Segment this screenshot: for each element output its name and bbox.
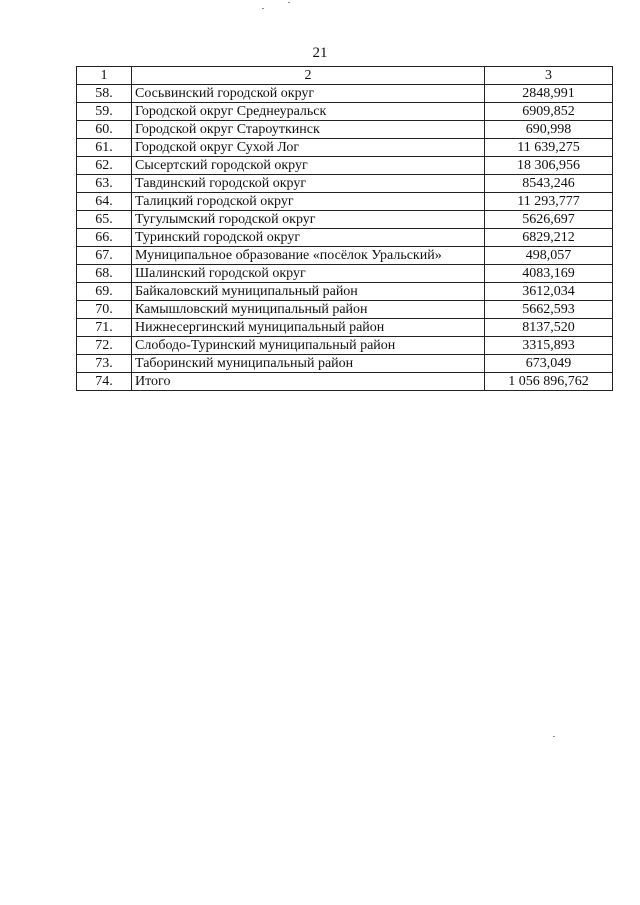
row-number: 74. [77, 373, 132, 391]
table-row [77, 283, 613, 301]
row-number: 63. [77, 175, 132, 193]
row-value: 6829,212 [485, 229, 613, 247]
row-value: 673,049 [485, 355, 613, 373]
row-number: 70. [77, 301, 132, 319]
row-name: Городской округ Среднеуральск [132, 103, 485, 121]
row-name: Камышловский муниципальный район [132, 301, 485, 319]
column-header-number: 1 [77, 67, 132, 85]
row-number: 60. [77, 121, 132, 139]
row-value: 11 293,777 [485, 193, 613, 211]
table-row [77, 319, 613, 337]
row-value: 3612,034 [485, 283, 613, 301]
column-header-name: 2 [132, 67, 485, 85]
row-number: 66. [77, 229, 132, 247]
table-header-row [77, 67, 613, 85]
row-value: 5662,593 [485, 301, 613, 319]
row-number: 73. [77, 355, 132, 373]
row-number: 69. [77, 283, 132, 301]
row-name: Тавдинский городской округ [132, 175, 485, 193]
column-header-value: 3 [485, 67, 613, 85]
table-row [77, 121, 613, 139]
row-name: Талицкий городской округ [132, 193, 485, 211]
table-row [77, 337, 613, 355]
row-value: 8137,520 [485, 319, 613, 337]
row-number: 65. [77, 211, 132, 229]
row-value: 11 639,275 [485, 139, 613, 157]
table-row [77, 355, 613, 373]
row-name: Тугулымский городской округ [132, 211, 485, 229]
table-row [77, 301, 613, 319]
table-row [77, 211, 613, 229]
row-name: Итого [132, 373, 485, 391]
row-name: Городской округ Староуткинск [132, 121, 485, 139]
row-value: 18 306,956 [485, 157, 613, 175]
row-value: 4083,169 [485, 265, 613, 283]
row-number: 72. [77, 337, 132, 355]
row-value: 5626,697 [485, 211, 613, 229]
row-number: 71. [77, 319, 132, 337]
scan-speck [553, 736, 555, 737]
table-row [77, 85, 613, 103]
row-value: 690,998 [485, 121, 613, 139]
table-row [77, 265, 613, 283]
row-name: Шалинский городской округ [132, 265, 485, 283]
row-number: 62. [77, 157, 132, 175]
row-number: 58. [77, 85, 132, 103]
table-row [77, 193, 613, 211]
row-number: 67. [77, 247, 132, 265]
row-value: 498,057 [485, 247, 613, 265]
row-name: Сосьвинский городской округ [132, 85, 485, 103]
row-number: 61. [77, 139, 132, 157]
table-row [77, 229, 613, 247]
row-name: Сысертский городской округ [132, 157, 485, 175]
row-name: Нижнесергинский муниципальный район [132, 319, 485, 337]
row-number: 59. [77, 103, 132, 121]
table-row [77, 157, 613, 175]
data-table [76, 66, 613, 391]
row-number: 64. [77, 193, 132, 211]
table-row [77, 139, 613, 157]
table-row [77, 175, 613, 193]
row-name: Байкаловский муниципальный район [132, 283, 485, 301]
row-name: Городской округ Сухой Лог [132, 139, 485, 157]
table-row [77, 103, 613, 121]
row-number: 68. [77, 265, 132, 283]
row-value: 3315,893 [485, 337, 613, 355]
row-name: Муниципальное образование «посёлок Уральский» [132, 247, 485, 265]
table-total-row [77, 373, 613, 391]
row-name: Туринский городской округ [132, 229, 485, 247]
scan-speck [262, 8, 264, 9]
row-name: Таборинский муниципальный район [132, 355, 485, 373]
row-value: 6909,852 [485, 103, 613, 121]
row-value: 8543,246 [485, 175, 613, 193]
row-value: 1 056 896,762 [485, 373, 613, 391]
table-row [77, 247, 613, 265]
scan-speck [288, 2, 290, 3]
row-value: 2848,991 [485, 85, 613, 103]
row-name: Слободо-Туринский муниципальный район [132, 337, 485, 355]
page-number: 21 [312, 45, 328, 61]
